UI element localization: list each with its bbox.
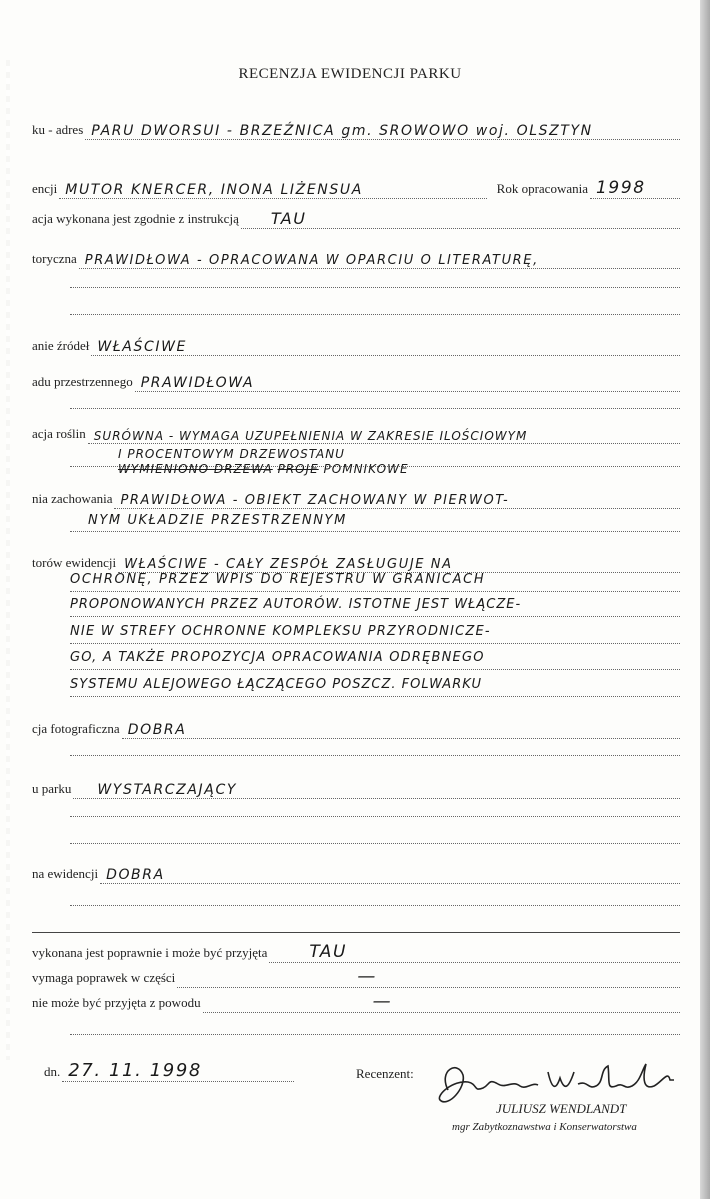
field-historyczna — [32, 247, 680, 269]
field-parku — [32, 777, 680, 799]
field-wnioskow-value-4: NIE W STREFY OCHRONNE KOMPLEKSU PRZYRODNICZE- — [70, 624, 491, 639]
field-wnioskow-value-1: WŁAŚCIWE - CAŁY ZESPÓŁ ZASŁUGUJE NA — [124, 557, 453, 572]
field-wnioskow — [32, 551, 680, 573]
field-rok-label: Rok opracowania — [496, 181, 588, 196]
field-parku-label: u parku — [32, 781, 72, 796]
field-roslin-value-2: I PROCENTOWYM DRZEWOSTANU — [118, 447, 345, 461]
field-zachowania-value-2: NYM UKŁADZIE PRZESTRZENNYM — [88, 513, 347, 528]
field-parku-value: WYSTARCZAJĄCY — [97, 782, 237, 798]
blank-line — [70, 314, 680, 315]
conclusion-partial-value: — — [357, 966, 377, 987]
blank-line — [70, 616, 680, 617]
blank-line — [70, 1034, 680, 1035]
field-przestrzennego — [32, 370, 680, 392]
field-wnioskow-label: torów ewidencji — [32, 555, 117, 570]
document-title: RECENZJA EWIDENCJI PARKU — [238, 66, 462, 82]
field-autor-label: encji — [32, 181, 58, 196]
conclusion-partial — [32, 966, 680, 988]
blank-line — [70, 669, 680, 670]
field-rok-value: 1998 — [596, 178, 646, 198]
conclusion-reject-label: nie może być przyjęta z powodu — [32, 995, 201, 1010]
field-zachowania-value-1: PRAWIDŁOWA - OBIEKT ZACHOWANY W PIERWOT- — [120, 493, 510, 508]
field-zachowania — [32, 487, 680, 509]
field-roslin-label: acja roślin — [32, 426, 86, 441]
field-foto-value: DOBRA — [127, 722, 187, 738]
blank-line — [70, 591, 680, 592]
blank-line — [70, 531, 680, 532]
blank-line — [70, 816, 680, 817]
blank-line — [70, 696, 680, 697]
conclusion-reject-value: — — [372, 991, 393, 1012]
date-value: 27. 11. 1998 — [68, 1060, 202, 1081]
field-zrodel-value: WŁAŚCIWE — [97, 339, 187, 355]
blank-line — [70, 843, 680, 844]
field-ocena-label: na ewidencji — [32, 866, 99, 881]
field-instrukcja-label: acja wykonana jest zgodnie z instrukcją — [32, 211, 239, 226]
reviewer-name: JULIUSZ WENDLANDT — [496, 1101, 627, 1116]
field-foto-label: cja fotograficzna — [32, 721, 120, 736]
field-instrukcja-value: TAU — [270, 209, 307, 228]
field-wnioskow-value-5: GO, A TAKŻE PROPOZYCJA OPRACOWANIA ODRĘBNEGO — [70, 650, 485, 665]
field-zachowania-label: nia zachowania — [32, 491, 113, 506]
field-zrodel — [32, 334, 680, 356]
field-przestrzennego-value: PRAWIDŁOWA — [140, 375, 255, 391]
field-zrodel-label: anie źródeł — [32, 338, 90, 353]
blank-line — [70, 643, 680, 644]
section-divider — [32, 932, 680, 933]
field-historyczna-label: toryczna — [32, 251, 77, 266]
field-instrukcja — [32, 207, 680, 229]
blank-line — [70, 408, 680, 409]
field-adres — [32, 118, 680, 140]
conclusion-reject — [32, 991, 680, 1013]
field-foto — [32, 717, 680, 739]
field-adres-label: ku - adres — [32, 122, 84, 137]
blank-line — [70, 287, 680, 288]
blank-line — [70, 755, 680, 756]
conclusion-ok-label: vykonana jest poprawnie i może być przyjęta — [32, 945, 268, 960]
field-autor-value: MUTOR KNERCER, INONA LIŻENSUA — [65, 182, 363, 198]
field-przestrzennego-label: adu przestrzennego — [32, 374, 133, 389]
field-adres-value: PARU DWORSUI - BRZEŹNICA gm. SROWOWO woj. OLSZTYN — [91, 123, 593, 139]
field-wnioskow-value-6: SYSTEMU ALEJOWEGO ŁĄCZĄCEGO POSZCZ. FOLWARKU — [70, 677, 483, 692]
field-autor — [32, 177, 680, 199]
field-wnioskow-value-3: PROPONOWANYCH PRZEZ AUTORÓW. ISTOTNE JEST WŁĄCZE- — [70, 597, 522, 612]
recenzent-label: Recenzent: — [356, 1066, 414, 1081]
blank-line — [70, 905, 680, 906]
field-wnioskow-value-2: OCHRONĘ, PRZEZ WPIS DO REJESTRU W GRANICACH — [70, 572, 486, 587]
field-roslin-value-1: SURÓWNA - WYMAGA UZUPEŁNIENIA W ZAKRESIE ILOŚCIOWYM — [93, 429, 528, 443]
conclusion-partial-label: vymaga poprawek w części — [32, 970, 176, 985]
reviewer-title: mgr Zabytkoznawstwa i Konserwatorstwa — [452, 1121, 637, 1133]
field-ocena-value: DOBRA — [106, 867, 165, 883]
field-historyczna-value: PRAWIDŁOWA - OPRACOWANA W OPARCIU O LITERATURĘ, — [84, 253, 539, 268]
conclusion-ok — [32, 941, 680, 963]
field-ocena — [32, 862, 680, 884]
binding-mark — [6, 60, 10, 1060]
field-roslin-value-3: WYMIENIONO DRZEWA PROJE POMNIKOWE — [118, 462, 409, 476]
conclusion-ok-value: TAU — [309, 942, 348, 962]
page-edge — [700, 0, 710, 1199]
date-field — [44, 1060, 294, 1082]
field-roslin — [32, 422, 680, 444]
date-label: dn. — [44, 1064, 61, 1079]
